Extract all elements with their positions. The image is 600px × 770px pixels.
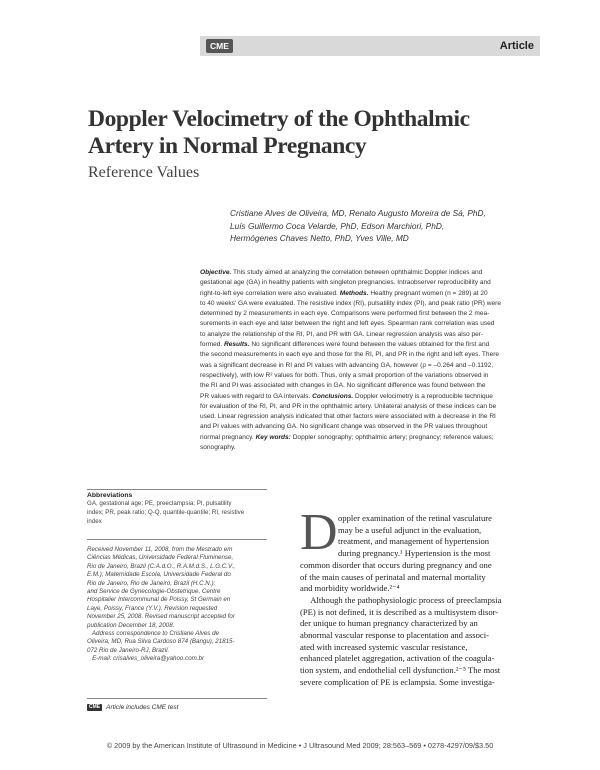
abstract: Objective. This study aimed at analyzing the correlation between ophthalmic Doppler indices and gestational age (GA) in healthy patients with singleton pregnancies. Intraobserver reproducibility and right-to-left eye correlation were also evaluated. Methods. Healthy pregnant women (n = 289) at 20 to 40 weeks' GA were evaluated. The resistive index (RI), pulsatility index (PI), and peak ratio (PR) were determined by 2 measurements in each eye. Comparisons were performed first between the 2 mea- surements in each eye and later between the right and left eyes. Spearman rank correlation was used to analyze the relationship of the RI, PI, and PR with GA. Linear regression analysis was also per- formed. Results. No significant differences were found between the values obtained for the first and the second measurements in each eye and those for the RI, PI, and PR in the right and left eyes. There was a significant decrease in RI and PI values with advancing GA, however (ρ = –0.264 and –0.1192, respectively), with low R² values for both. Thus, only a small proportion of the variations observed in the RI and PI was associated with changes in GA. No significant difference was found between the PR values with regard to GA intervals. Conclusions. Doppler velocimetry is a reproducible technique for evaluation of the RI, PI, and PR in the ophthalmic artery. Unilateral analysis of these indices can be used. Linear regression analysis indicated that other factors were associated with a decrease in the RI and PI values with advancing GA. No significant change was observed in the PR values throughout normal pregnancy. Key words: Doppler sonography; ophthalmic artery; pregnancy; reference values; sonography. xyxy=(200,269,501,452)
article-header-bar xyxy=(200,36,540,56)
title-line: Artery in Normal Pregnancy xyxy=(88,133,367,159)
cme-note: CME Article includes CME test xyxy=(89,703,179,711)
keywords-label: Key words: xyxy=(255,433,291,441)
body-text: oppler examination of the retinal vasculature may be a useful adjunct in the evaluation, treatment, and management of hypertension during pregnancy.¹ Hypertension is the most common disorder that occurs during pregnancy and one of the main causes of perinatal and maternal mortality and morbidity worldwide.²⁻⁴ Although the pathophysiologic process of preeclampsia (PE) is not defined, it is described as a multisystem disor- der unique to human pregnancy characterized by an abnormal vascular response to placentation and associ- ated with increased systemic vascular resistance, enhanced platelet aggregation, activation of the coagula- tion system, and endothelial cell dysfunction.²⁻⁵ The most severe complication of PE is eclampsia. Some investiga- xyxy=(300,513,502,687)
abbreviations-list: GA, gestational age; PE, preeclampsia; PI, pulsatility index; PR, peak ratio; Q-Q, quantile-quantile; RI, resistive index xyxy=(87,500,245,525)
page-footer: © 2009 by the American Institute of Ultrasound in Medicine • J Ultrasound Med 2009; 28:563–569 • 0278-4297/09/$3.50 xyxy=(106,741,494,750)
title-line: Doppler Velocimetry of the Ophthalmic xyxy=(88,106,470,132)
abbreviations-heading: Abbreviations xyxy=(87,492,133,499)
section-label: Article xyxy=(499,40,534,52)
author-list xyxy=(230,207,560,245)
author-line: Luís Guillermo Coca Velarde, PhD, Edson Marchiori, PhD, xyxy=(230,220,445,231)
author-line: Cristiane Alves de Oliveira, MD, Renato Augusto Moreira de Sá, PhD, xyxy=(230,208,486,218)
received-info: Received November 11, 2008, from the Mestrado em Ciências Médicas, Universidade Federal Fluminense, Rio de Janeiro, Brazil (C.A.d.O., R.A.M.d.S., L.G.C.V., E.M.); Maternidade Escola, Universidade Federal do Rio de Janeiro, Rio de Janeiro, Brazil (H.C.N.); and Service de Gynecologie-Obstetrique, Centre Hospitalier Intercommunal de Poissy, St Germain en Laye, Poissy, France (Y.V.). Revision requested November 25, 2008. Revised manuscript accepted for publication December 18, 2008. Address correspondence to Cristiane Alves de Oliveira, MD, Rua Silva Cardoso 874 (Bangu), 21815- 072 Rio de Janeiro-RJ, Brazil. E-mail: crisalves_oliveira@yahoo.com.br xyxy=(87,546,236,663)
article-subtitle: Reference Values xyxy=(88,164,200,181)
divider xyxy=(87,698,267,699)
cme-badge: CME xyxy=(206,39,233,53)
methods-label: Methods. xyxy=(339,289,369,297)
objective-label: Objective. xyxy=(200,269,232,276)
divider xyxy=(87,539,267,540)
results-label: Results. xyxy=(224,341,250,349)
article-title xyxy=(88,106,568,160)
conclusions-label: Conclusions. xyxy=(312,392,354,400)
drop-cap: D xyxy=(300,504,338,561)
cme-mini-badge: CME xyxy=(89,703,101,710)
divider xyxy=(87,489,267,490)
author-line: Hermógenes Chaves Netto, PhD, Yves Ville, MD xyxy=(230,233,409,244)
